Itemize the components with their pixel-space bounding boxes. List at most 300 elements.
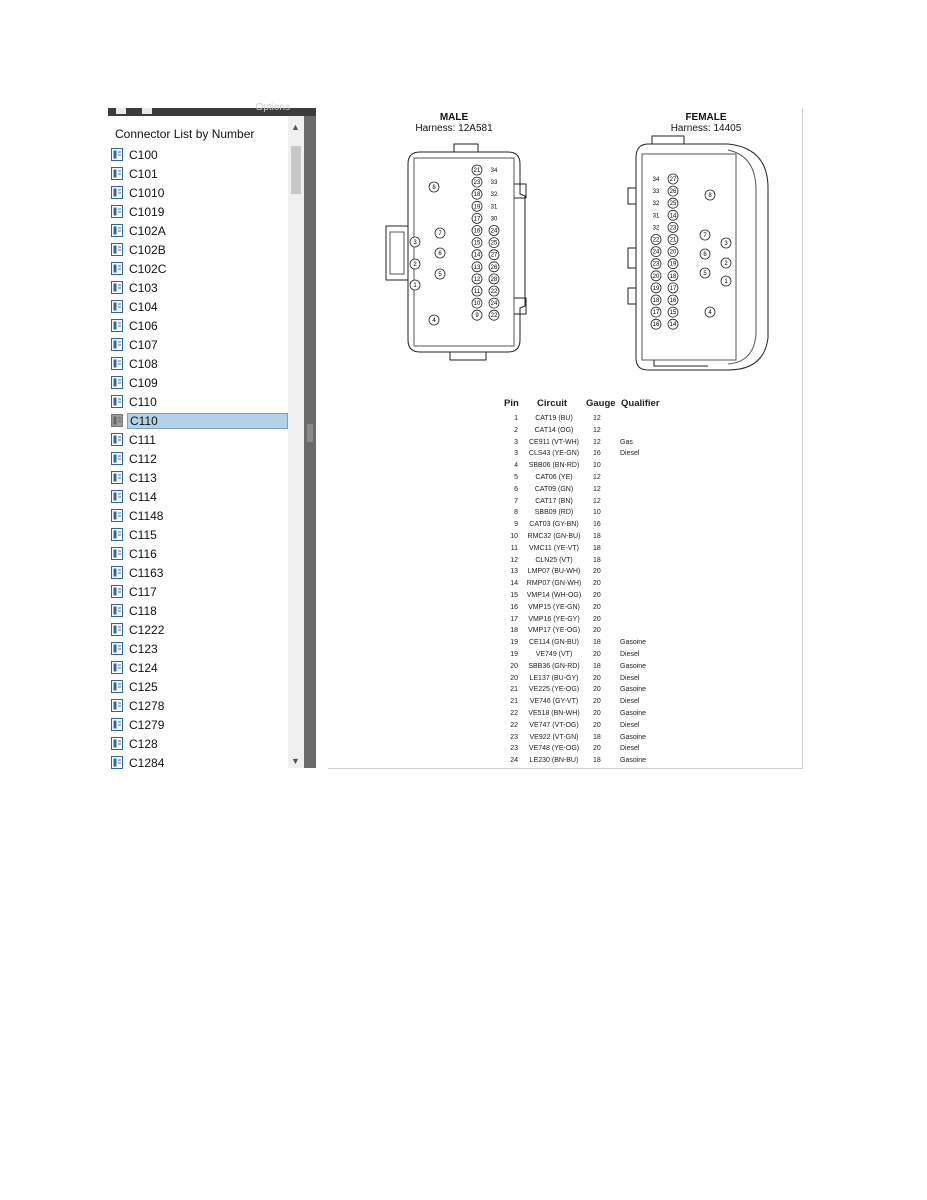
pin-number: 28	[490, 276, 498, 283]
connector-list-item[interactable]	[108, 165, 288, 183]
connector-list-item-label: C1284	[129, 756, 165, 770]
gauge-cell: 20	[593, 698, 601, 706]
circuit-cell: VE746 (GY-VT)	[529, 698, 579, 706]
pin-number: 1	[724, 279, 728, 285]
table-row	[504, 568, 704, 580]
connector-doc-icon	[111, 357, 123, 370]
connector-doc-icon	[111, 300, 123, 313]
connector-list-item-label: C109	[129, 376, 158, 390]
qualifier-header: Qualifier	[621, 398, 660, 409]
pin-number: 17	[473, 216, 481, 223]
pin-number: 22	[490, 289, 498, 295]
pin-number: 23	[652, 261, 660, 268]
connector-list-item-label: C101	[129, 167, 158, 181]
connector-list-item[interactable]	[108, 564, 288, 582]
circuit-cell: VMP15 (YE-GN)	[528, 603, 580, 611]
circuit-cell: CLN25 (VT)	[535, 556, 573, 564]
gauge-cell: 10	[593, 509, 601, 517]
gauge-cell: 18	[593, 662, 601, 670]
circuit-cell: CAT19 (BU)	[535, 415, 573, 422]
connector-list-item[interactable]	[108, 146, 288, 164]
pin-number: 26	[669, 189, 677, 196]
gauge-cell: 20	[593, 745, 601, 753]
connector-doc-icon	[111, 547, 123, 560]
connector-list-item[interactable]	[108, 317, 288, 335]
pin-number: 20	[669, 249, 677, 256]
connector-list-item[interactable]	[108, 222, 288, 240]
qualifier-cell: Diesel	[620, 674, 640, 682]
qualifier-cell: Gasoine	[620, 639, 647, 647]
qualifier-cell: Diesel	[620, 721, 640, 729]
table-row	[504, 722, 704, 734]
pin-cell: 3	[514, 438, 518, 446]
qualifier-cell: Diesel	[620, 745, 640, 753]
pin-cell: 1	[514, 415, 518, 422]
gauge-cell: 20	[593, 592, 601, 599]
circuit-cell: CLS43 (YE-GN)	[528, 450, 580, 458]
gauge-cell: 16	[593, 521, 601, 529]
connector-list-item[interactable]	[108, 735, 288, 753]
connector-list-item[interactable]	[108, 754, 288, 772]
pin-cell: 9	[514, 521, 518, 529]
circuit-cell: CE114 (GN-BU)	[528, 639, 580, 647]
connector-doc-icon	[111, 452, 123, 465]
qualifier-cell: Diesel	[620, 450, 640, 458]
pin-number: 7	[438, 231, 442, 237]
connector-list-item[interactable]	[108, 583, 288, 601]
gauge-cell: 18	[593, 544, 601, 552]
connector-list-item[interactable]	[108, 621, 288, 639]
connector-doc-icon	[111, 490, 123, 503]
connector-doc-icon	[111, 338, 123, 351]
table-row	[504, 604, 704, 616]
circuit-header: Circuit	[537, 398, 568, 409]
gauge-cell: 18	[593, 556, 601, 564]
pin-number: 24	[490, 228, 498, 235]
connector-list-item-label: C102B	[129, 243, 166, 257]
table-row	[504, 545, 704, 557]
table-row	[504, 486, 704, 498]
connector-list-item-label: C123	[129, 642, 158, 656]
pin-cell: 20	[510, 662, 518, 670]
table-row	[504, 509, 704, 521]
pin-number: 31	[490, 204, 498, 211]
connector-list-item-label: C110	[129, 395, 157, 409]
connector-list-item-label: C1279	[129, 718, 165, 732]
pin-number: 2	[413, 262, 417, 268]
connector-list-item[interactable]	[108, 393, 288, 411]
connector-view	[328, 108, 803, 769]
table-row	[504, 616, 704, 628]
connector-list-item[interactable]	[108, 203, 288, 221]
circuit-cell: VMP14 (WH-OG)	[526, 592, 582, 599]
panel-splitter[interactable]	[304, 116, 316, 768]
gauge-cell: 20	[593, 580, 601, 588]
table-row	[504, 580, 704, 592]
pin-number: 1	[413, 283, 417, 289]
table-row	[504, 439, 704, 451]
pin-number: 34	[490, 168, 498, 174]
connector-list-item[interactable]	[108, 412, 288, 430]
pin-cell: 4	[514, 462, 518, 470]
connector-list-item-label: C108	[129, 357, 158, 371]
pin-number: 23	[473, 180, 481, 187]
pin-number: 6	[703, 252, 707, 258]
pin-cell: 22	[510, 710, 518, 717]
connector-list-item[interactable]	[108, 507, 288, 525]
connector-doc-icon	[111, 566, 123, 579]
pin-number: 13	[473, 264, 481, 271]
connector-list-item-label: C1278	[129, 699, 165, 713]
pin-cell: 20	[510, 674, 518, 682]
table-row	[504, 663, 704, 675]
connector-list-item[interactable]	[108, 488, 288, 506]
splitter-grip-icon[interactable]	[307, 424, 313, 442]
table-row	[504, 498, 704, 510]
connector-list-item-label: C116	[129, 547, 157, 561]
pin-cell: 3	[514, 450, 518, 458]
table-row	[504, 557, 704, 569]
circuit-cell: RMC32 (GN-BU)	[527, 533, 581, 540]
pin-number: 9	[475, 313, 479, 320]
circuit-cell: VMP16 (YE-GY)	[528, 615, 580, 623]
circuit-cell: RMP07 (GN-WH)	[526, 580, 582, 588]
pin-number: 15	[669, 310, 677, 317]
scroll-down-icon[interactable]: ▼	[291, 756, 300, 766]
connector-list-item[interactable]	[108, 374, 288, 392]
connector-list-item[interactable]	[108, 279, 288, 297]
connector-doc-icon	[111, 186, 123, 199]
connector-list-item[interactable]	[108, 469, 288, 487]
table-row	[504, 745, 704, 757]
gauge-cell: 20	[593, 568, 601, 576]
connector-list-item-label: C107	[129, 338, 158, 352]
connector-list-item-label: C106	[129, 319, 158, 333]
connector-doc-icon	[111, 433, 123, 446]
connector-list-item-label: C113	[129, 471, 157, 485]
circuit-cell: CAT17 (BN)	[535, 497, 573, 505]
connector-list-panel	[108, 102, 316, 770]
gauge-cell: 18	[593, 639, 601, 647]
pin-number: 18	[669, 273, 677, 280]
qualifier-cell: Gasoine	[620, 686, 647, 694]
pin-number: 14	[669, 213, 677, 220]
pin-number: 22	[490, 313, 498, 320]
pin-number: 32	[490, 192, 498, 199]
pin-number: 18	[473, 192, 481, 199]
pin-number: 32	[652, 225, 660, 232]
pin-cell: 23	[510, 745, 518, 753]
pin-number: 19	[669, 261, 677, 268]
gauge-cell: 12	[593, 485, 601, 493]
circuit-cell: CAT06 (YE)	[535, 474, 573, 481]
table-row	[504, 710, 704, 722]
gauge-cell: 10	[593, 462, 601, 470]
pin-number: 16	[473, 228, 481, 235]
connector-list-item[interactable]	[108, 640, 288, 658]
connector-list-header: Connector List by Number	[115, 127, 255, 141]
pin-cell: 19	[510, 639, 518, 647]
gauge-cell: 18	[593, 757, 601, 765]
circuit-cell: VE518 (BN-WH)	[528, 710, 580, 717]
pin-number: 4	[708, 310, 712, 316]
connector-list-item-label: C100	[129, 148, 158, 162]
pin-number: 7	[703, 233, 707, 239]
pin-number: 6	[438, 251, 442, 257]
pin-cell: 16	[510, 603, 518, 611]
connector-doc-icon	[111, 718, 123, 731]
circuit-cell: CAT14 (OG)	[534, 426, 574, 434]
pin-cell: 21	[510, 686, 518, 694]
pin-number: 25	[669, 201, 677, 208]
connector-list-item-label: C124	[129, 661, 158, 675]
connector-list-item-label: C1019	[129, 205, 165, 219]
pin-number: 33	[652, 189, 660, 196]
female-title: FEMALE	[685, 112, 727, 123]
connector-list-item-label: C1222	[129, 623, 165, 637]
connector-doc-icon	[111, 281, 123, 294]
pin-number: 20	[652, 273, 660, 280]
pin-cell: 12	[510, 556, 518, 564]
connector-list-item[interactable]	[108, 697, 288, 715]
connector-doc-icon	[111, 680, 123, 693]
connector-doc-icon	[111, 376, 123, 389]
table-row	[504, 639, 704, 651]
scroll-up-icon[interactable]: ▲	[291, 122, 300, 132]
pin-number: 34	[652, 177, 660, 183]
connector-doc-icon	[111, 756, 123, 769]
pin-cell: 15	[510, 592, 518, 599]
circuit-cell: LMP07 (BU-WH)	[527, 568, 581, 576]
pin-cell: 6	[514, 485, 518, 493]
connector-list-item[interactable]	[108, 355, 288, 373]
pin-number: 5	[703, 271, 707, 277]
pin-number: 31	[652, 213, 660, 220]
pin-number: 24	[490, 301, 498, 308]
connector-list-item[interactable]	[108, 716, 288, 734]
connector-list-item-label: C110	[127, 413, 288, 429]
pin-number: 11	[473, 289, 481, 295]
connector-list-scrollbar[interactable]	[288, 116, 304, 768]
pin-cell: 10	[510, 533, 518, 540]
pin-number: 14	[473, 252, 481, 259]
male-pins	[410, 165, 499, 325]
connector-doc-icon	[111, 528, 123, 541]
connector-doc-icon	[111, 148, 123, 161]
table-row	[504, 651, 704, 663]
pin-number: 21	[473, 168, 481, 174]
pin-number: 33	[490, 180, 498, 187]
scrollbar-thumb[interactable]	[291, 146, 301, 194]
connector-list-item[interactable]	[108, 678, 288, 696]
gauge-cell: 20	[593, 651, 601, 658]
gauge-cell: 20	[593, 603, 601, 611]
connector-doc-icon	[111, 585, 123, 598]
pin-number: 19	[652, 285, 660, 292]
pin-number: 15	[473, 240, 481, 247]
connector-list-item[interactable]	[108, 241, 288, 259]
circuit-cell: CAT03 (GY-BN)	[529, 521, 579, 529]
pin-number: 23	[669, 225, 677, 232]
pin-cell: 23	[510, 733, 518, 741]
gauge-cell: 16	[593, 450, 601, 458]
connector-doc-icon	[111, 623, 123, 636]
table-row	[504, 698, 704, 710]
connector-doc-icon	[111, 243, 123, 256]
connector-list-item-label: C1010	[129, 186, 165, 200]
pin-number: 18	[652, 298, 660, 304]
connector-list-item-label: C1148	[129, 509, 164, 523]
pin-number: 4	[432, 318, 436, 324]
connector-doc-icon	[111, 205, 123, 218]
gauge-cell: 12	[593, 474, 601, 481]
pin-number: 17	[669, 285, 677, 292]
table-row	[504, 592, 704, 604]
connector-list-item[interactable]	[108, 184, 288, 202]
connector-doc-icon	[111, 699, 123, 712]
pin-number: 16	[669, 298, 677, 304]
connector-doc-icon	[111, 604, 123, 617]
table-row	[504, 427, 704, 439]
gauge-cell: 12	[593, 415, 601, 422]
connector-list-item-label: C117	[129, 585, 157, 599]
pin-number: 2	[724, 261, 728, 267]
connector-doc-icon	[111, 319, 123, 332]
qualifier-cell: Diesel	[620, 651, 640, 658]
connector-list-item[interactable]	[108, 298, 288, 316]
pin-cell: 14	[510, 580, 518, 588]
gauge-cell: 18	[593, 533, 601, 540]
table-row	[504, 474, 704, 486]
gauge-cell: 12	[593, 497, 601, 505]
pin-number: 16	[652, 322, 660, 329]
gauge-cell: 20	[593, 627, 601, 635]
circuit-cell: VMC11 (YE-VT)	[528, 544, 580, 552]
pin-number: 30	[490, 216, 498, 223]
pin-number: 3	[413, 240, 417, 246]
connector-diagrams	[328, 108, 802, 388]
connector-list-item-label: C125	[129, 680, 158, 694]
qualifier-cell: Diesel	[620, 698, 640, 706]
connector-doc-icon	[111, 737, 123, 750]
connector-list-item[interactable]	[108, 260, 288, 278]
connector-doc-icon	[111, 395, 123, 408]
qualifier-cell: Gas	[620, 438, 633, 446]
connector-doc-icon	[111, 224, 123, 237]
connector-list-item[interactable]	[108, 336, 288, 354]
pin-number: 5	[438, 272, 442, 278]
pin-number: 24	[652, 249, 660, 256]
gauge-cell: 18	[593, 733, 601, 741]
options-button[interactable]: Options	[255, 102, 290, 113]
pin-number: 27	[669, 177, 677, 183]
connector-list-item-label: C102C	[129, 262, 167, 276]
qualifier-cell: Gasoine	[620, 662, 647, 670]
female-pins	[651, 174, 731, 329]
connector-doc-icon	[111, 642, 123, 655]
pin-number: 22	[652, 237, 660, 244]
pin-cell: 24	[510, 757, 518, 765]
table-row	[504, 734, 704, 746]
pin-cell: 21	[510, 698, 518, 706]
circuit-cell: VE747 (VT-OG)	[529, 721, 579, 729]
pin-number: 21	[669, 237, 677, 244]
connector-list-item-label: C128	[129, 737, 158, 751]
pin-number: 3	[724, 241, 728, 247]
circuit-cell: SBB09 (RD)	[534, 509, 574, 517]
gauge-cell: 20	[593, 674, 601, 682]
circuit-cell: VE749 (VT)	[535, 651, 573, 658]
connector-list-item-label: C112	[129, 452, 157, 466]
circuit-cell: CAT09 (GN)	[534, 485, 574, 493]
gauge-cell: 20	[593, 615, 601, 623]
table-row	[504, 686, 704, 698]
connector-list-item-label: C118	[129, 604, 157, 618]
pin-cell: 8	[514, 509, 518, 517]
pin-cell: 11	[510, 544, 518, 552]
connector-list-item-label: C111	[129, 433, 156, 447]
pin-cell: 5	[514, 474, 518, 481]
circuit-cell: CE911 (VT-WH)	[528, 438, 580, 446]
circuit-cell: SBB06 (BN-RD)	[528, 462, 580, 470]
circuit-cell: VMP17 (YE-OG)	[527, 627, 581, 635]
male-harness: Harness: 12A581	[415, 123, 493, 134]
table-row	[504, 627, 704, 639]
male-title: MALE	[439, 112, 469, 123]
toolbar-icon-2[interactable]	[142, 108, 152, 114]
pin-number: 25	[490, 240, 498, 247]
pin-header: Pin	[504, 398, 519, 409]
connector-doc-icon	[111, 509, 123, 522]
connector-list-item[interactable]	[108, 526, 288, 544]
connector-list-item[interactable]	[108, 602, 288, 620]
pin-number: 26	[490, 264, 498, 271]
table-row	[504, 675, 704, 687]
connector-list-item-label: C102A	[129, 224, 166, 238]
connector-doc-icon	[111, 471, 123, 484]
table-row	[504, 450, 704, 462]
pin-number: 8	[708, 193, 712, 199]
circuit-cell: LE230 (BN-BU)	[529, 757, 579, 765]
table-row	[504, 462, 704, 474]
gauge-cell: 20	[593, 710, 601, 717]
connector-doc-icon	[111, 414, 123, 427]
circuit-cell: VE225 (YE-OG)	[528, 686, 580, 694]
connector-list-item[interactable]	[108, 545, 288, 563]
table-row	[504, 415, 704, 427]
connector-list-item-label: C1163	[129, 566, 164, 580]
connector-list-item[interactable]	[108, 659, 288, 677]
circuit-cell: VE748 (YE-OG)	[528, 745, 580, 753]
gauge-cell: 20	[593, 721, 601, 729]
pin-number: 12	[473, 276, 481, 283]
pin-cell: 13	[510, 568, 518, 576]
table-row	[504, 521, 704, 533]
pin-cell: 17	[510, 615, 518, 623]
pin-cell: 2	[514, 426, 518, 434]
connector-list-item[interactable]	[108, 431, 288, 449]
pin-cell: 7	[514, 497, 518, 505]
gauge-cell: 12	[593, 426, 601, 434]
toolbar-icon-1[interactable]	[116, 108, 126, 114]
connector-list-item[interactable]	[108, 450, 288, 468]
pin-cell: 18	[510, 627, 518, 635]
female-connector-face	[628, 136, 768, 370]
circuit-cell: VE922 (VT-GN)	[529, 733, 579, 741]
gauge-header: Gauge	[586, 398, 616, 409]
gauge-cell: 12	[593, 438, 601, 446]
pin-number: 19	[473, 204, 481, 211]
